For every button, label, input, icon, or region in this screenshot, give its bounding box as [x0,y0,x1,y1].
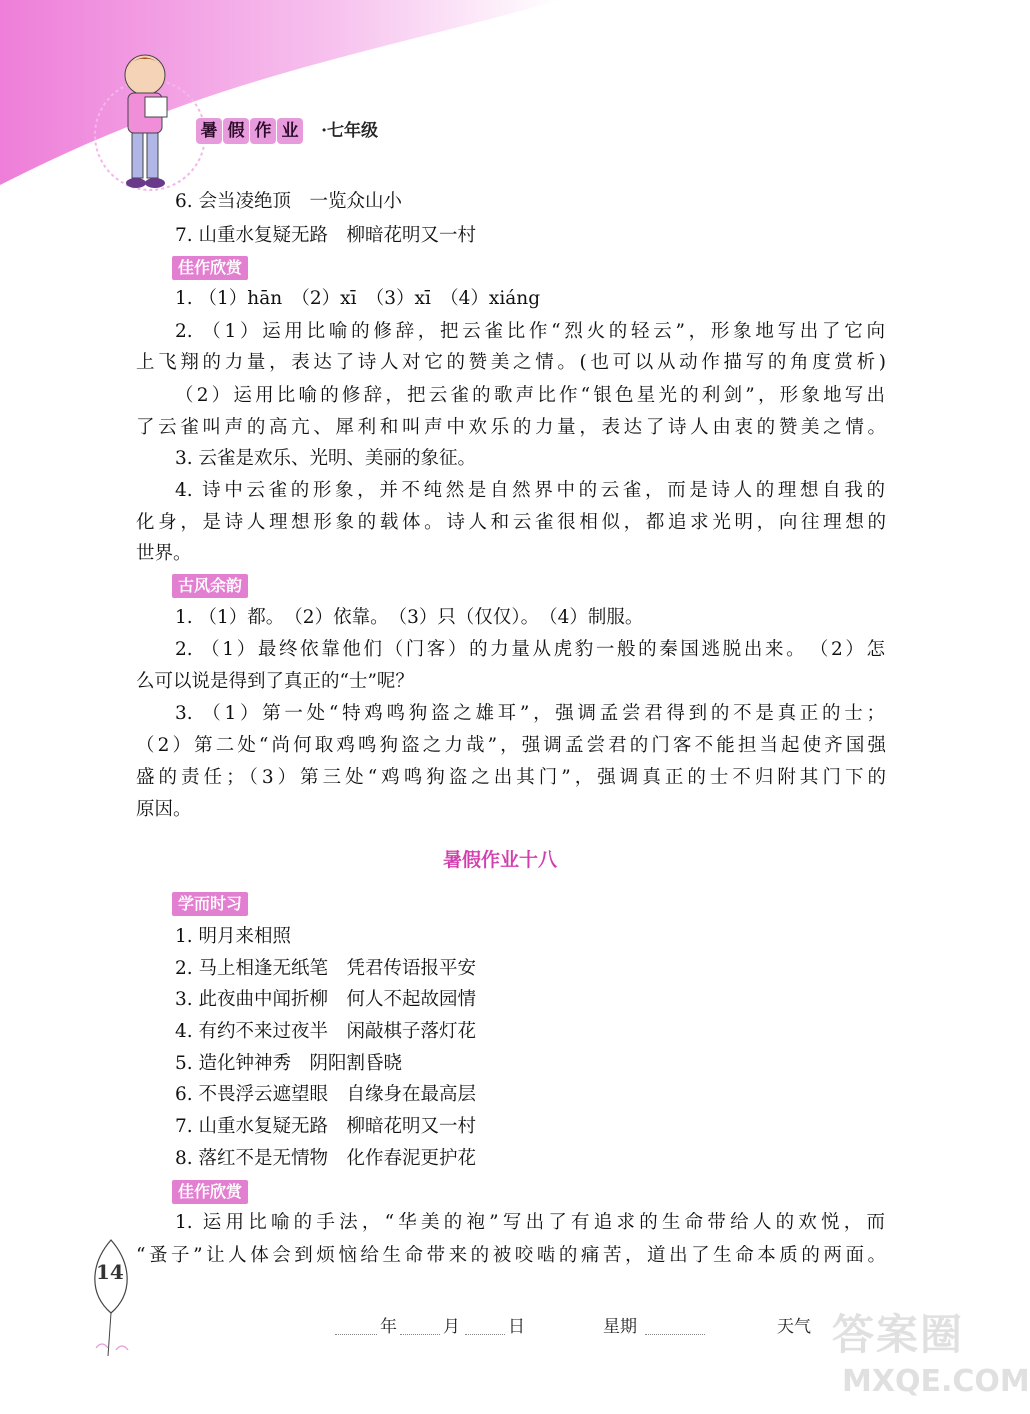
text-line: 7. 山重水复疑无路 柳暗花明又一村 [175,225,477,246]
watermark-sub: MXQE.COM [842,1364,1030,1399]
footer-day: 日 [508,1317,525,1337]
header-char: 作 [250,118,276,144]
text-line: （2）第二处“尚何取鸡鸣狗盗之力哉”，强调孟尝君的门客不能担当起使齐国强 [136,735,886,756]
text-line: 么可以说是得到了真正的“士”呢？ [136,671,414,692]
footer-weather: 天气 [777,1317,811,1337]
header-char: 假 [223,118,249,144]
page-number: 14 [96,1260,124,1284]
text-line: 1. （1）都。 （2）依靠。 （3）只（仅仅）。 （4）制服。 [175,607,644,628]
footer-month: 月 [443,1317,460,1337]
grade-label: ·七年级 [321,121,379,141]
section-tag-gufeng: 古风余韵 [172,574,248,598]
text-line: 1. （1）hān （2）xī （3）xī （4）xiáng [175,288,541,309]
list-item: 6. 不畏浮云遮望眼 自缘身在最高层 [175,1084,477,1105]
text-line: 4. 诗中云雀的形象，并不纯然是自然界中的云雀，而是诗人的理想自我的 [175,480,885,501]
footer-year: 年 [380,1317,397,1337]
list-item: 5. 造化钟神秀 阴阳割昏晓 [175,1053,403,1074]
text-line: 1. 运用比喻的手法，“华美的袍”写出了有追求的生命带给人的欢悦，而 [175,1212,885,1233]
header-char: 业 [277,118,303,144]
header-title [196,118,456,152]
text-line: 6. 会当凌绝顶 一览众山小 [175,191,403,212]
text-line: 2. （1）最终依靠他们（门客）的力量从虎豹一般的秦国逃脱出来。 （2）怎 [175,639,885,660]
list-item: 4. 有约不来过夜半 闲敲棋子落灯花 [175,1021,477,1042]
list-item: 1. 明月来相照 [175,926,292,947]
section-tag-jiazuo-2: 佳作欣赏 [172,1180,248,1204]
text-line: 盛的责任；（3）第三处“鸡鸣狗盗之出其门”，强调真正的士不归附其门下的 [136,767,886,788]
footer-weekday: 星期 [603,1317,637,1337]
text-line: 3. （1）第一处“特鸡鸣狗盗之雄耳”，强调孟尝君得到的不是真正的士； [175,703,885,724]
list-item: 2. 马上相逢无纸笔 凭君传语报平安 [175,958,477,979]
list-item: 8. 落红不是无情物 化作春泥更护花 [175,1148,477,1169]
text-line: “蚤子”让人体会到烦恼给生命带来的被咬啮的痛苦，道出了生命本质的两面。 [136,1245,886,1266]
section-tag-xueer: 学而时习 [172,892,248,916]
list-item: 3. 此夜曲中闻折柳 何人不起故园情 [175,989,477,1010]
list-item: 7. 山重水复疑无路 柳暗花明又一村 [175,1116,477,1137]
text-line: 了云雀叫声的高亢、犀利和叫声中欢乐的力量，表达了诗人由衷的赞美之情。 [136,417,886,438]
section-tag-jiazuo: 佳作欣赏 [172,256,248,280]
watermark [832,1302,1030,1412]
text-line: 2. （1）运用比喻的修辞，把云雀比作“烈火的轻云”，形象地写出了它向 [175,321,885,342]
watermark-main: 答案圈 [832,1310,965,1359]
text-line: 上飞翔的力量，表达了诗人对它的赞美之情。(也可以从动作描写的角度赏析) [136,352,886,373]
text-line: 原因。 [136,799,192,820]
reading-child-illustration [100,45,195,195]
section-title: 暑假作业十八 [442,849,557,871]
text-line: 3. 云雀是欢乐、光明、美丽的象征。 [175,448,477,469]
text-line: （2）运用比喻的修辞，把云雀的歌声比作“银色星光的利剑”，形象地写出 [175,385,885,406]
text-line: 世界。 [136,543,192,564]
header-char: 暑 [196,118,222,144]
text-line: 化身，是诗人理想形象的载体。诗人和云雀很相似，都追求光明，向往理想的 [136,512,886,533]
